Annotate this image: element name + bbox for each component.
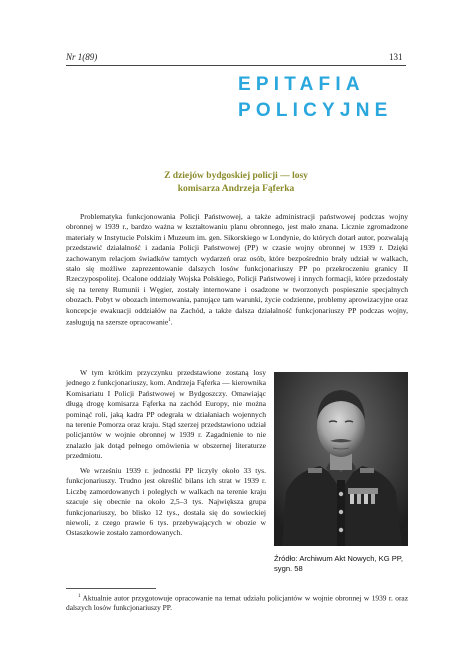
section-title — [238, 72, 413, 124]
footnote-ref: 1 — [168, 318, 171, 324]
paragraph-intro — [66, 212, 408, 328]
article-title — [66, 170, 406, 196]
issue-number: Nr 1(89) — [66, 52, 98, 62]
article-title-line1: Z dziejów bydgoskiej policji — losy — [164, 171, 308, 181]
page-number: 131 — [389, 52, 403, 62]
footnote-text: Aktualnie autor przygotowuje opracowanie na temat udziału policjantów w wojnie obronnej w 1939 r. oraz dalszych losów funkcjonariuszy PP. — [66, 593, 408, 613]
portrait-photo-image — [274, 372, 408, 546]
portrait-photo — [274, 372, 408, 546]
header-rule — [66, 65, 406, 66]
paragraph-intro-text: Problematyka funkcjonowania Policji Państwowej, a także administracji państwowej podczas wojny obronnej w 1939 r., bardzo ważna w kształtowaniu planu obronnego, jest mało znana. Licznie zgromadzone materiały w Instytucie Polskim i Muzeum im. gen. Sikorskiego w Londynie, do których dotarł autor, pozwalają przedstawić działalność i zadania Policji Państwowej (PP) w czasie wojny obronnej w 1939 r. Dzięki zachowanym relacjom świadków tamtych wydarzeń oraz osób, które bezpośrednio brały udział w walkach, stało się możliwe zaprezentowanie dalszych losów funkcjonariuszy PP po przekroczeniu granicy II Rzeczypospolitej. Ocalone oddziały Wojska Polskiego, Policji Państwowej i innych formacji, które przedostały się na tereny Rumunii i Węgier, zostały internowane i osadzone w tworzonych pospiesznie specjalnych obozach. Pobyt w obozach internowania, panujące tam warunki, życie codzienne, problemy aprowizacyjne oraz koncepcje ewakuacji oddziałów na Zachód, a także dalsza działalność funkcjonariuszy PP podczas wojny, zasługują na szersze opracowanie — [66, 212, 408, 327]
paragraph-fafer: W tym krótkim przyczynku przedstawione zostaną losy jednego z funkcjonariuszy, kom. Andrzeja Fąferka — kierownika Komisariatu I Policji Państwowej w Bydgoszczy. Omawiając długą drogę komisarza Fąferka na zachód Europy, nie można pominąć roli, jaką kadra PP odegrała w działaniach wojennych na terenie Pomorza oraz kraju. Stąd szerzej przedstawiono udział policjantów w wojnie obronnej w 1939 r. Zagadnienie to nie znalazło jak dotąd pełnego omówienia w obszernej literaturze przedmiotu. — [66, 368, 266, 461]
article-title-line2: komisarza Andrzeja Fąferka — [177, 184, 295, 194]
section-title-line1: EPITAFIA — [238, 74, 365, 95]
photo-caption: Źródło: Archiwum Akt Nowych, KG PP, sygn. 58 — [274, 554, 403, 573]
footnote-rule — [66, 588, 156, 589]
footnote — [66, 592, 408, 613]
paragraph-intro-end: . — [170, 317, 173, 327]
paragraph-losses: We wrześniu 1939 r. jednostki PP liczyły około 33 tys. funkcjonariuszy. Trudno jest określić bilans ich strat w 1939 r. Liczbę zamordowanych i poległych w walkach na terenie kraju szacuje się obecnie na około 2,5–3 tys. Największa grupa funkcjonariuszy, bo blisko 12 tys., dostała się do sowieckiej niewoli, z czego prawie 6 tys. przebywających w obozie w Ostaszkowie zostało zamordowanych. — [66, 466, 266, 538]
footnote-number: 1 — [78, 594, 81, 599]
section-title-line2: POLICYJNE — [238, 100, 393, 121]
